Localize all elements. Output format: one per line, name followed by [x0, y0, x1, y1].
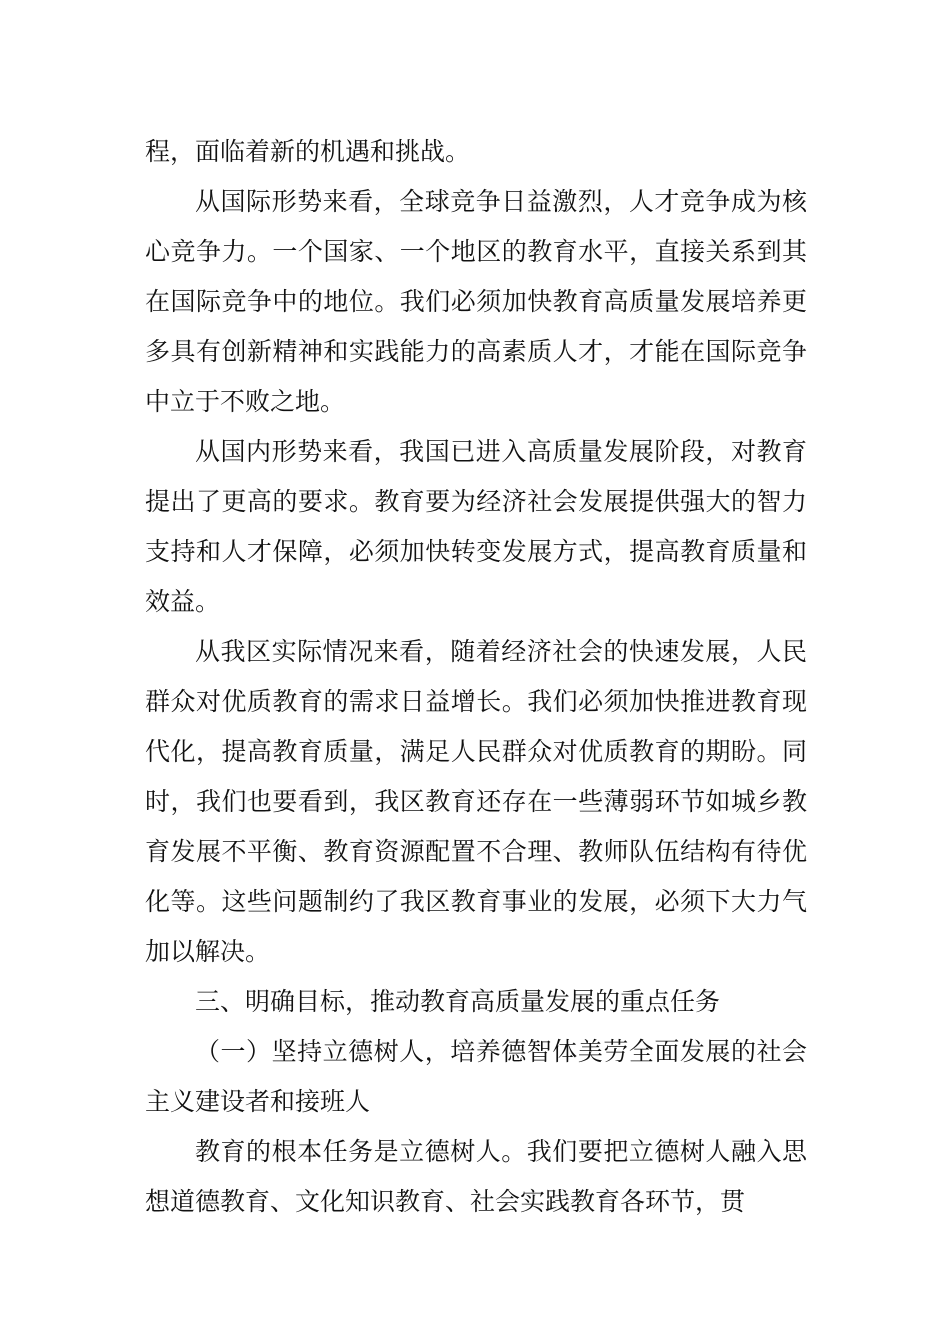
paragraph-continuation: 程，面临着新的机遇和挑战。	[145, 137, 471, 166]
paragraph-moral-education: 教育的根本任务是立德树人。我们要把立德树人融入思想道德教育、文化知识教育、社会实践教育各环节，贯	[145, 1137, 807, 1216]
section-heading-three: 三、明确目标，推动教育高质量发展的重点任务	[195, 987, 721, 1016]
paragraph-district-situation: 从我区实际情况来看，随着经济社会的快速发展，人民群众对优质教育的需求日益增长。我们必须加快推进教育现代化，提高教育质量，满足人民群众对优质教育的期盼。同时，我们也要看到，我区教育还存在一些薄弱环节如城乡教育发展不平衡、教育资源配置不合理、教师队伍结构有待优化等。这些问题制约了我区教育事业的发展，必须下大力气加以解决。	[145, 637, 807, 966]
paragraph-international-situation: 从国际形势来看，全球竞争日益激烈，人才竞争成为核心竞争力。一个国家、一个地区的教育水平，直接关系到其在国际竞争中的地位。我们必须加快教育高质量发展培养更多具有创新精神和实践能力的高素质人才，才能在国际竞争中立于不败之地。	[145, 187, 807, 416]
document-body	[145, 127, 807, 1227]
subsection-heading-one: （一）坚持立德树人，培养德智体美劳全面发展的社会主义建设者和接班人	[145, 1037, 807, 1116]
paragraph-domestic-situation: 从国内形势来看，我国已进入高质量发展阶段，对教育提出了更高的要求。教育要为经济社会发展提供强大的智力支持和人才保障，必须加快转变发展方式，提高教育质量和效益。	[145, 437, 807, 616]
